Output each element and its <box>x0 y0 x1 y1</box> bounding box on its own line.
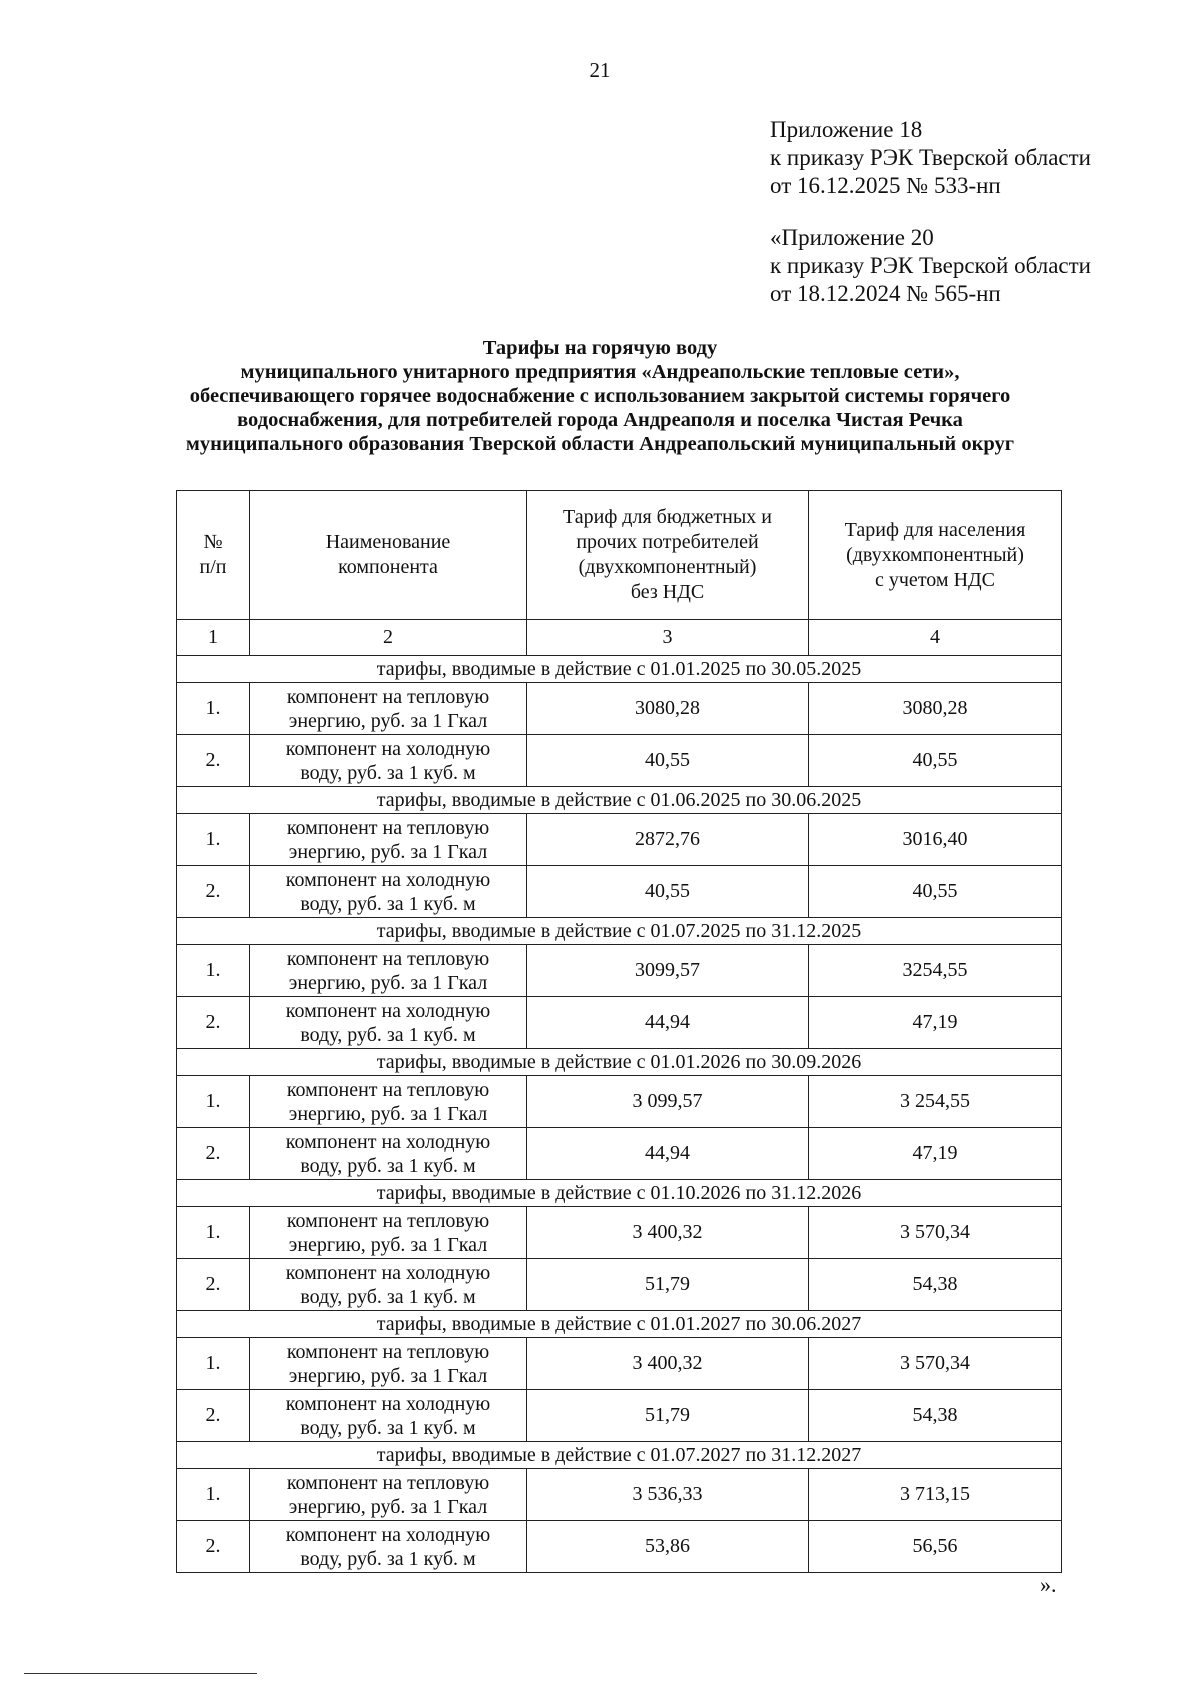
tariff-periods <box>177 656 1062 1573</box>
population-tariff-value: 47,19 <box>809 997 1062 1049</box>
table-row <box>177 997 1062 1049</box>
component-name <box>250 866 527 918</box>
row-number: 1. <box>177 945 250 997</box>
budget-tariff-value: 3 536,33 <box>527 1469 809 1521</box>
component-name-line: энергию, руб. за 1 Гкал <box>288 840 488 863</box>
period-label: тарифы, вводимые в действие с 01.01.2025 по 30.05.2025 <box>177 656 1062 683</box>
budget-tariff-value: 44,94 <box>527 997 809 1049</box>
tariffs-table <box>176 490 1062 1573</box>
component-name <box>250 1259 527 1311</box>
population-tariff-value: 3254,55 <box>809 945 1062 997</box>
table-row <box>177 735 1062 787</box>
row-number: 1. <box>177 1338 250 1390</box>
component-name-line: компонент на тепловую <box>286 1209 490 1232</box>
column-number: 4 <box>809 620 1062 656</box>
component-name <box>250 945 527 997</box>
table-row <box>177 945 1062 997</box>
budget-tariff-value: 51,79 <box>527 1259 809 1311</box>
budget-tariff-value: 53,86 <box>527 1521 809 1573</box>
population-tariff-value: 54,38 <box>809 1390 1062 1442</box>
table-row <box>177 1390 1062 1442</box>
appendix-current <box>770 116 1091 200</box>
component-name-line: воду, руб. за 1 куб. м <box>300 1547 476 1570</box>
header-num: № п/п <box>177 491 250 620</box>
component-name-line: компонент на холодную <box>285 1261 491 1284</box>
population-tariff-value: 47,19 <box>809 1128 1062 1180</box>
column-number: 1 <box>177 620 250 656</box>
header-population-tariff: Тариф для населения (двухкомпонентный) с учетом НДС <box>809 491 1062 620</box>
period-row <box>177 787 1062 814</box>
component-name-line: компонент на тепловую <box>286 816 490 839</box>
component-name-line: воду, руб. за 1 куб. м <box>300 892 476 915</box>
appendix-original-line2: к приказу РЭК Тверской области <box>770 253 1091 278</box>
component-name-line: компонент на холодную <box>285 1523 491 1546</box>
budget-tariff-value: 40,55 <box>527 735 809 787</box>
component-name-line: компонент на тепловую <box>286 947 490 970</box>
component-name <box>250 1469 527 1521</box>
component-name-line: компонент на тепловую <box>286 1340 490 1363</box>
closing-quote-mark: ». <box>1040 1572 1057 1597</box>
component-name-line: компонент на тепловую <box>286 1078 490 1101</box>
footer-divider <box>24 1673 257 1674</box>
component-name-line: энергию, руб. за 1 Гкал <box>288 971 488 994</box>
population-tariff-value: 54,38 <box>809 1259 1062 1311</box>
title-line2: муниципального унитарного предприятия «Андреапольские тепловые сети», <box>240 361 960 383</box>
row-number: 2. <box>177 1390 250 1442</box>
population-tariff-value: 3 570,34 <box>809 1207 1062 1259</box>
period-label: тарифы, вводимые в действие с 01.07.2027 по 31.12.2027 <box>177 1442 1062 1469</box>
component-name-line: энергию, руб. за 1 Гкал <box>288 1102 488 1125</box>
component-name <box>250 814 527 866</box>
title-line3: обеспечивающего горячее водоснабжение с использованием закрытой системы горячего <box>189 385 1011 407</box>
document-title <box>0 336 1200 456</box>
page-number: 21 <box>589 58 611 82</box>
period-row <box>177 656 1062 683</box>
row-number: 1. <box>177 683 250 735</box>
component-name <box>250 1521 527 1573</box>
component-name <box>250 1338 527 1390</box>
period-row <box>177 918 1062 945</box>
appendix-current-line1: Приложение 18 <box>770 117 923 142</box>
row-number: 2. <box>177 1259 250 1311</box>
row-number: 2. <box>177 866 250 918</box>
table-row <box>177 1469 1062 1521</box>
row-number: 2. <box>177 735 250 787</box>
period-label: тарифы, вводимые в действие с 01.06.2025 по 30.06.2025 <box>177 787 1062 814</box>
population-tariff-value: 3 713,15 <box>809 1469 1062 1521</box>
row-number: 1. <box>177 1076 250 1128</box>
component-name <box>250 683 527 735</box>
component-name-line: энергию, руб. за 1 Гкал <box>288 1364 488 1387</box>
component-name-line: воду, руб. за 1 куб. м <box>300 1416 476 1439</box>
component-name-line: компонент на тепловую <box>286 1471 490 1494</box>
table-row <box>177 1259 1062 1311</box>
component-name <box>250 997 527 1049</box>
row-number: 1. <box>177 1207 250 1259</box>
column-number-row <box>177 620 1062 656</box>
budget-tariff-value: 3 400,32 <box>527 1338 809 1390</box>
component-name-line: компонент на холодную <box>285 1130 491 1153</box>
title-line1: Тарифы на горячую воду <box>482 337 718 359</box>
table-row <box>177 866 1062 918</box>
column-number: 3 <box>527 620 809 656</box>
budget-tariff-value: 3099,57 <box>527 945 809 997</box>
component-name-line: воду, руб. за 1 куб. м <box>300 1154 476 1177</box>
period-label: тарифы, вводимые в действие с 01.10.2026 по 31.12.2026 <box>177 1180 1062 1207</box>
period-label: тарифы, вводимые в действие с 01.07.2025 по 31.12.2025 <box>177 918 1062 945</box>
header-budget-tariff: Тариф для бюджетных и прочих потребителей (двухкомпонентный) без НДС <box>527 491 809 620</box>
population-tariff-value: 3 570,34 <box>809 1338 1062 1390</box>
table-row <box>177 814 1062 866</box>
title-line5: муниципального образования Тверской области Андреапольский муниципальный округ <box>185 433 1015 455</box>
component-name-line: энергию, руб. за 1 Гкал <box>288 709 488 732</box>
table-row <box>177 1076 1062 1128</box>
table-row <box>177 683 1062 735</box>
component-name-line: компонент на тепловую <box>286 685 490 708</box>
table-row <box>177 1338 1062 1390</box>
population-tariff-value: 40,55 <box>809 866 1062 918</box>
table-row <box>177 1521 1062 1573</box>
table-header-row <box>177 491 1062 620</box>
component-name-line: воду, руб. за 1 куб. м <box>300 1023 476 1046</box>
title-line4: водоснабжения, для потребителей города Андреаполя и поселка Чистая Речка <box>237 409 963 431</box>
budget-tariff-value: 3080,28 <box>527 683 809 735</box>
population-tariff-value: 3 254,55 <box>809 1076 1062 1128</box>
period-row <box>177 1442 1062 1469</box>
budget-tariff-value: 2872,76 <box>527 814 809 866</box>
component-name-line: компонент на холодную <box>285 999 491 1022</box>
appendix-current-line3: от 16.12.2025 № 533-нп <box>770 173 1001 198</box>
column-number: 2 <box>250 620 527 656</box>
period-label: тарифы, вводимые в действие с 01.01.2026 по 30.09.2026 <box>177 1049 1062 1076</box>
component-name <box>250 735 527 787</box>
header-name: Наименование компонента <box>250 491 527 620</box>
population-tariff-value: 3080,28 <box>809 683 1062 735</box>
component-name-line: компонент на холодную <box>285 737 491 760</box>
period-row <box>177 1049 1062 1076</box>
component-name <box>250 1207 527 1259</box>
component-name <box>250 1076 527 1128</box>
component-name-line: энергию, руб. за 1 Гкал <box>288 1495 488 1518</box>
appendix-original <box>770 224 1091 308</box>
component-name-line: энергию, руб. за 1 Гкал <box>288 1233 488 1256</box>
period-row <box>177 1311 1062 1338</box>
row-number: 2. <box>177 997 250 1049</box>
population-tariff-value: 3016,40 <box>809 814 1062 866</box>
population-tariff-value: 40,55 <box>809 735 1062 787</box>
row-number: 2. <box>177 1521 250 1573</box>
component-name <box>250 1128 527 1180</box>
budget-tariff-value: 3 400,32 <box>527 1207 809 1259</box>
row-number: 1. <box>177 814 250 866</box>
budget-tariff-value: 40,55 <box>527 866 809 918</box>
row-number: 2. <box>177 1128 250 1180</box>
table-row <box>177 1128 1062 1180</box>
component-name-line: компонент на холодную <box>285 1392 491 1415</box>
appendix-current-line2: к приказу РЭК Тверской области <box>770 145 1091 170</box>
component-name-line: компонент на холодную <box>285 868 491 891</box>
component-name <box>250 1390 527 1442</box>
table-row <box>177 1207 1062 1259</box>
budget-tariff-value: 3 099,57 <box>527 1076 809 1128</box>
appendix-original-line3: от 18.12.2024 № 565-нп <box>770 281 1001 306</box>
budget-tariff-value: 51,79 <box>527 1390 809 1442</box>
budget-tariff-value: 44,94 <box>527 1128 809 1180</box>
period-label: тарифы, вводимые в действие с 01.01.2027 по 30.06.2027 <box>177 1311 1062 1338</box>
population-tariff-value: 56,56 <box>809 1521 1062 1573</box>
row-number: 1. <box>177 1469 250 1521</box>
component-name-line: воду, руб. за 1 куб. м <box>300 1285 476 1308</box>
period-row <box>177 1180 1062 1207</box>
component-name-line: воду, руб. за 1 куб. м <box>300 761 476 784</box>
appendix-original-line1: «Приложение 20 <box>770 225 934 250</box>
